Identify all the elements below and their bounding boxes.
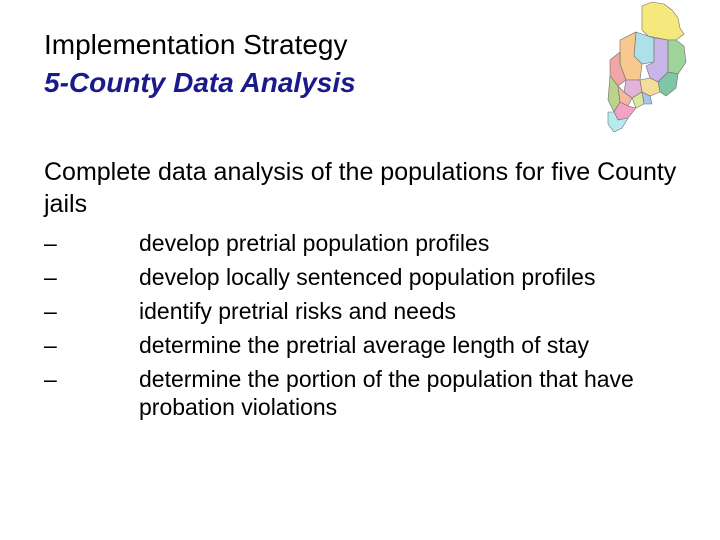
bullet-marker: – bbox=[44, 332, 57, 358]
sub-bullet-text: develop pretrial population profiles bbox=[139, 230, 490, 256]
main-point: Complete data analysis of the populations for five County jails bbox=[44, 158, 677, 218]
sub-bullet bbox=[44, 297, 684, 325]
sub-bullet-list bbox=[44, 229, 684, 427]
sub-bullet bbox=[44, 229, 684, 257]
bullet-marker: – bbox=[44, 264, 57, 290]
slide-title bbox=[44, 26, 584, 102]
sub-bullet bbox=[44, 263, 684, 291]
sub-bullet bbox=[44, 365, 684, 421]
maine-county-map-icon bbox=[606, 0, 688, 132]
bullet-marker: – bbox=[44, 298, 57, 324]
title-line-1: Implementation Strategy bbox=[44, 29, 348, 60]
sub-bullet-text: determine the portion of the population that have probation violations bbox=[139, 366, 634, 420]
map-county-washington bbox=[668, 40, 686, 74]
map-county-aroostook bbox=[642, 2, 684, 40]
bullet-marker: – bbox=[44, 366, 57, 392]
sub-bullet bbox=[44, 331, 684, 359]
sub-bullet-text: determine the pretrial average length of stay bbox=[139, 332, 590, 358]
bullet-marker: – bbox=[44, 230, 57, 256]
sub-bullet-text: identify pretrial risks and needs bbox=[139, 298, 457, 324]
title-line-2: 5-County Data Analysis bbox=[44, 67, 356, 98]
sub-bullet-text: develop locally sentenced population profiles bbox=[139, 264, 596, 290]
